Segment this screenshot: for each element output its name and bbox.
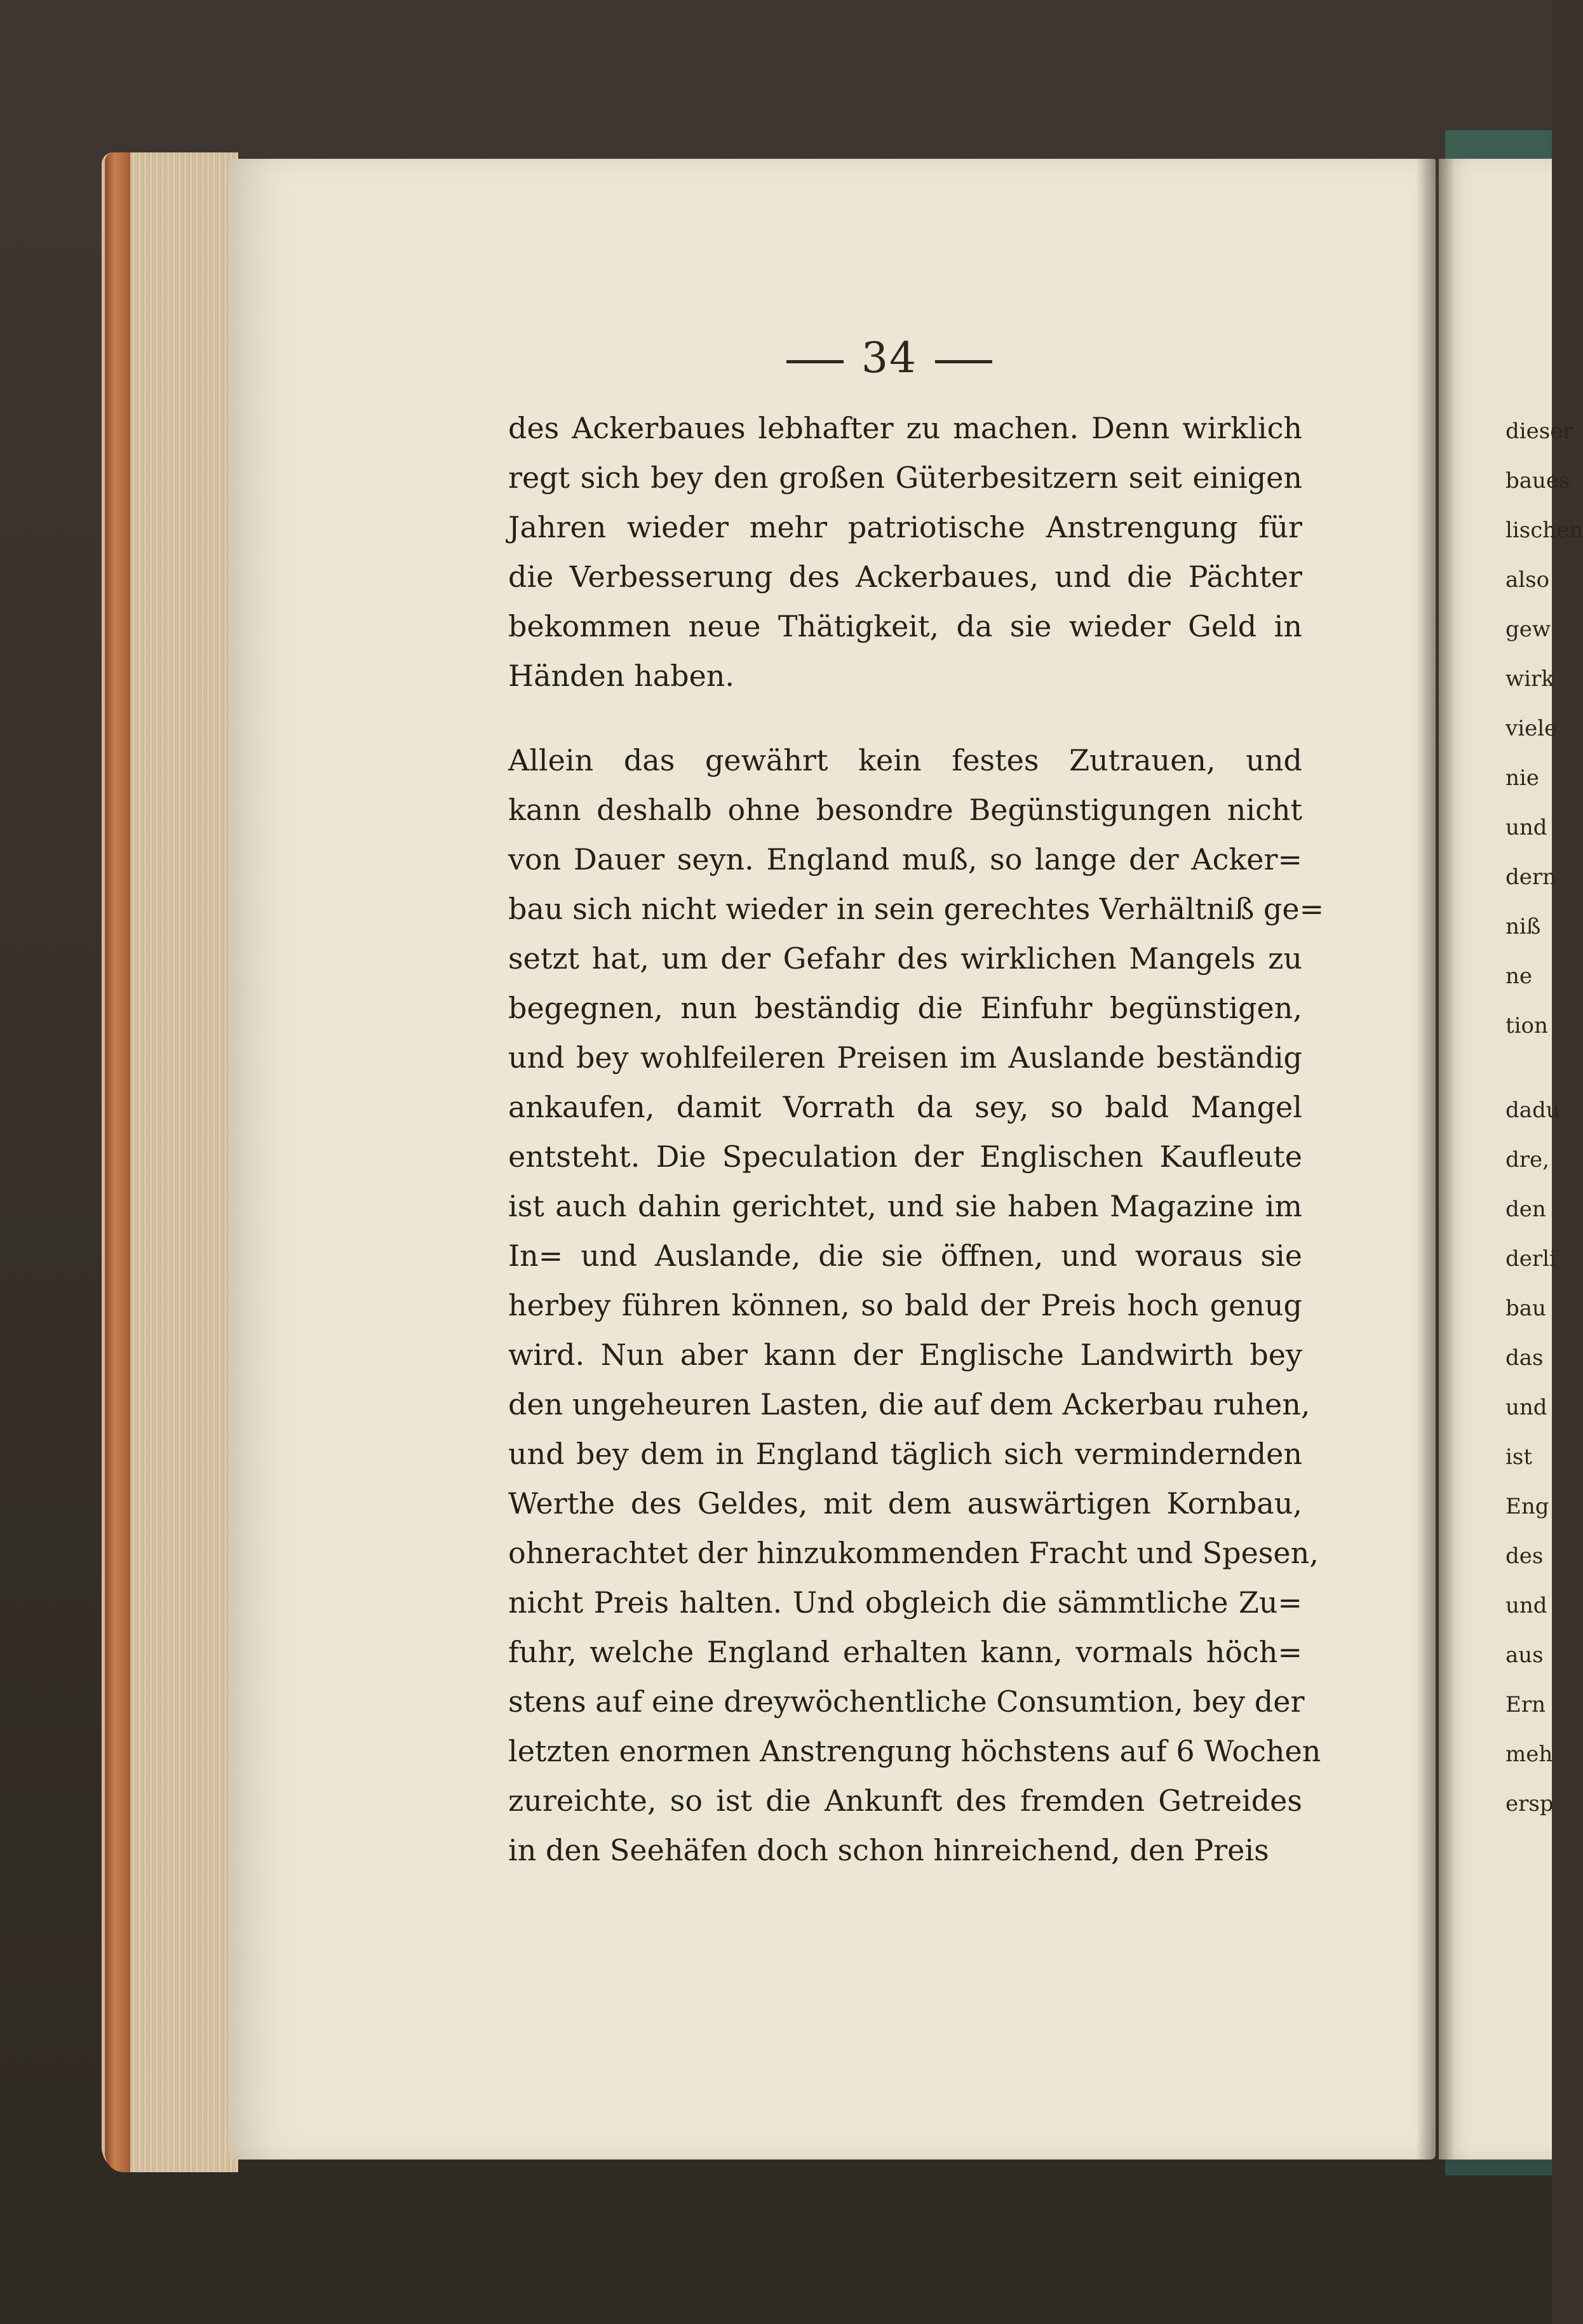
text-line: und bey dem in England täglich sich vermindernden — [508, 1437, 1302, 1471]
facing-fragments-bottom — [1506, 1085, 1560, 1829]
text-line: lischen — [1506, 518, 1583, 543]
facing-spacer — [1506, 1051, 1552, 1085]
text-line: setzt hat, um der Gefahr des wirklichen Mangels zu — [508, 941, 1302, 976]
text-line: baues — [1506, 468, 1570, 494]
header-dash-left — [786, 360, 844, 363]
text-line: von Dauer seyn. England muß, so lange der Acker= — [508, 842, 1302, 877]
text-line: stens auf eine dreywöchentliche Consumtion, bey der — [508, 1684, 1305, 1719]
text-line: letzten enormen Anstrengung höchstens auf 6 Wochen — [508, 1734, 1321, 1768]
text-line: Eng — [1506, 1494, 1549, 1519]
text-line: ersp — [1506, 1791, 1554, 1817]
header-dash-right — [935, 360, 992, 363]
text-line: das — [1506, 1345, 1544, 1371]
text-line: dern — [1506, 864, 1557, 890]
paragraph-1 — [508, 403, 1302, 701]
text-line: also — [1506, 567, 1550, 593]
text-line: Allein das gewährt kein festes Zutrauen, und — [508, 743, 1302, 777]
text-line: tion — [1506, 1013, 1548, 1038]
paragraph-spacer — [508, 701, 1302, 735]
text-line: zureichte, so ist die Ankunft des fremden Getreides — [508, 1783, 1302, 1818]
text-line: wird. Nun aber kann der Englische Landwirth bey — [508, 1338, 1302, 1372]
text-line: derli — [1506, 1246, 1556, 1272]
text-line: nie — [1506, 765, 1539, 791]
text-line: ist auch dahin gerichtet, und sie haben Magazine im — [508, 1189, 1302, 1223]
text-line: aus — [1506, 1642, 1544, 1668]
text-line: dadu — [1506, 1098, 1560, 1123]
page-header — [750, 333, 1029, 391]
text-line: entsteht. Die Speculation der Englischen Kaufleute — [508, 1139, 1302, 1174]
text-line: ist — [1506, 1444, 1532, 1470]
text-line: regt sich bey den großen Güterbesitzern seit einigen — [508, 460, 1302, 495]
text-line: Jahren wieder mehr patriotische Anstrengung für — [508, 510, 1302, 544]
text-line: bau sich nicht wieder in sein gerechtes Verhältniß ge= — [508, 892, 1324, 926]
text-line: ankaufen, damit Vorrath da sey, so bald Mangel — [508, 1090, 1302, 1124]
text-line: wirk — [1506, 666, 1554, 692]
text-line: viele — [1506, 716, 1558, 741]
text-line: Händen haben. — [508, 659, 735, 693]
text-line: in den Seehäfen doch schon hinreichend, den Preis — [508, 1833, 1269, 1867]
text-line: Werthe des Geldes, mit dem auswärtigen Kornbau, — [508, 1486, 1302, 1521]
text-line: den — [1506, 1197, 1546, 1222]
text-line: ohnerachtet der hinzukommenden Fracht und Spesen, — [508, 1536, 1319, 1570]
text-line: den ungeheuren Lasten, die auf dem Ackerbau ruhen, — [508, 1387, 1310, 1421]
facing-fragments-top — [1506, 406, 1583, 1051]
book-gutter — [1417, 159, 1455, 2159]
facing-cover-top — [1445, 130, 1552, 162]
text-line: In= und Auslande, die sie öffnen, und woraus sie — [508, 1239, 1302, 1273]
facing-page-text — [1506, 406, 1583, 1829]
text-line: und — [1506, 1593, 1547, 1618]
text-line: herbey führen können, so bald der Preis hoch genug — [508, 1288, 1302, 1322]
text-line: meh — [1506, 1742, 1553, 1767]
text-line: begegnen, nun beständig die Einfuhr begünstigen, — [508, 991, 1302, 1025]
paragraph-2 — [508, 735, 1324, 1875]
text-line: nicht Preis halten. Und obgleich die sämmtliche Zu= — [508, 1585, 1302, 1620]
text-line: fuhr, welche England erhalten kann, vormals höch= — [508, 1635, 1302, 1669]
book-cover-edge — [105, 152, 130, 2172]
page-number: 34 — [861, 333, 917, 382]
text-line: Ern — [1506, 1692, 1546, 1717]
text-line: ne — [1506, 964, 1533, 989]
text-line: niß — [1506, 914, 1541, 939]
body-text — [508, 403, 1324, 1875]
text-line: und bey wohlfeileren Preisen im Auslande beständig — [508, 1040, 1302, 1075]
text-line: und — [1506, 815, 1547, 840]
text-line: bekommen neue Thätigkeit, da sie wieder Geld in — [508, 609, 1302, 643]
text-line: bau — [1506, 1296, 1546, 1321]
text-line: des Ackerbaues lebhafter zu machen. Denn wirklich — [508, 411, 1302, 445]
text-line: und — [1506, 1395, 1547, 1420]
text-line: kann deshalb ohne besondre Begünstigungen nicht — [508, 793, 1302, 827]
text-line: dieser — [1506, 419, 1573, 444]
text-line: des — [1506, 1543, 1544, 1569]
text-line: dre, — [1506, 1147, 1549, 1172]
text-line: die Verbesserung des Ackerbaues, und die Pächter — [508, 560, 1302, 594]
text-line: gew — [1506, 617, 1551, 642]
